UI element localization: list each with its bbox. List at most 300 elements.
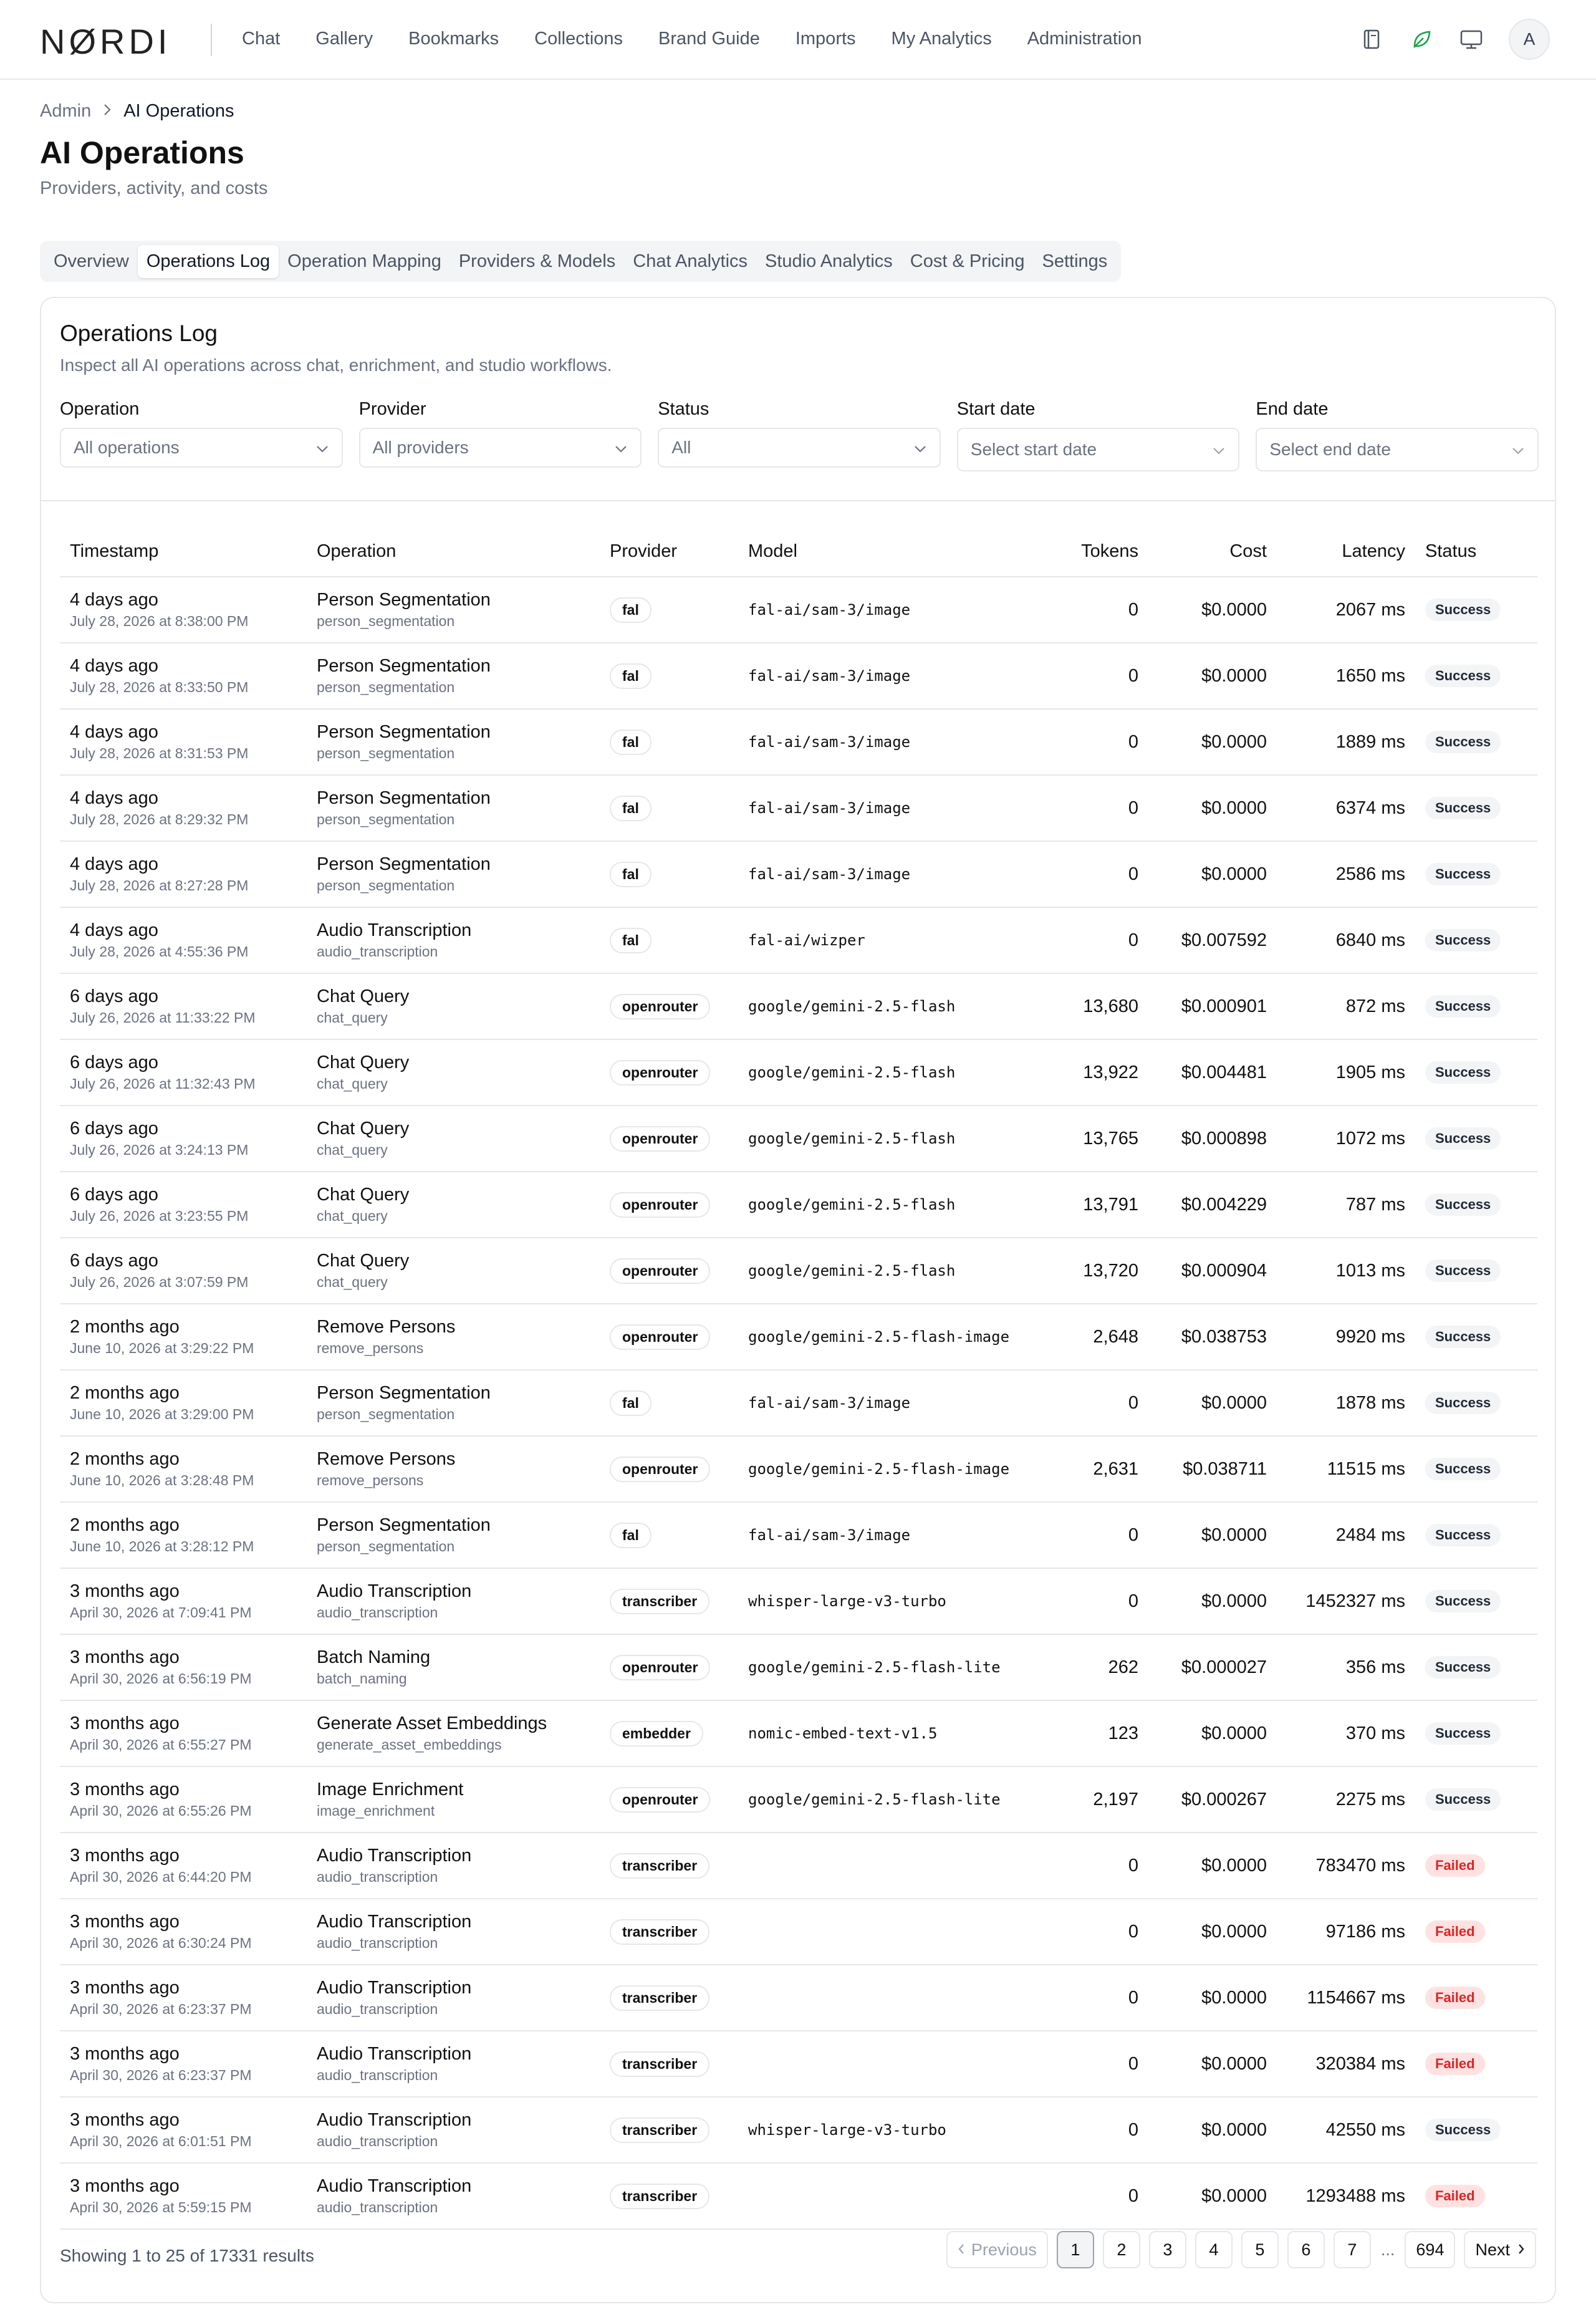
provider-cell <box>610 1258 748 1284</box>
model-name: google/gemini-2.5-flash <box>748 1196 956 1213</box>
divider <box>41 500 1555 501</box>
model-cell <box>748 799 1032 817</box>
provider-cell <box>610 1787 748 1813</box>
start-date-picker[interactable] <box>957 428 1240 471</box>
relative-time: 4 days ago <box>70 722 158 742</box>
model-name: fal-ai/sam-3/image <box>748 799 911 817</box>
provider-badge: openrouter <box>610 1126 710 1152</box>
provider-cell <box>610 1985 748 2011</box>
cost-cell: $0.000027 <box>1181 1657 1267 1677</box>
tab-overview[interactable]: Overview <box>54 251 129 271</box>
page-button-4[interactable]: 4 <box>1195 2231 1233 2268</box>
pagination-ellipsis: ... <box>1380 2240 1395 2259</box>
absolute-time: July 26, 2026 at 3:07:59 PM <box>70 1274 249 1290</box>
relative-time: 3 months ago <box>70 2176 180 2196</box>
filter-end-date <box>1256 399 1539 471</box>
filter-start-date <box>957 399 1240 471</box>
breadcrumb-admin[interactable]: Admin <box>40 101 92 121</box>
table-row[interactable] <box>60 1899 1537 1965</box>
column-header-model[interactable]: Model <box>748 541 797 561</box>
status-badge: Success <box>1425 1061 1501 1084</box>
tab-studio-analytics[interactable]: Studio Analytics <box>765 251 893 271</box>
model-cell <box>748 601 1032 619</box>
status-badge: Success <box>1425 1788 1501 1811</box>
model-name: google/gemini-2.5-flash <box>748 1130 956 1147</box>
nav-link-gallery[interactable]: Gallery <box>315 29 373 49</box>
operation-key: audio_transcription <box>317 1935 438 1951</box>
operation-cell <box>317 1185 610 1225</box>
operation-name: Audio Transcription <box>317 920 472 940</box>
table-row[interactable] <box>60 908 1537 974</box>
operation-key: chat_query <box>317 1208 388 1224</box>
relative-time: 3 months ago <box>70 1978 180 1998</box>
operation-cell <box>317 1912 610 1952</box>
timestamp-cell <box>60 1383 317 1423</box>
model-name: fal-ai/sam-3/image <box>748 601 911 619</box>
operation-name: Batch Naming <box>317 1647 431 1667</box>
operation-key: remove_persons <box>317 1340 424 1356</box>
status-badge: Success <box>1425 1260 1501 1282</box>
timestamp-cell <box>60 1317 317 1357</box>
status-badge: Success <box>1425 797 1501 819</box>
provider-badge: transcriber <box>610 2117 709 2143</box>
model-name: whisper-large-v3-turbo <box>748 1592 946 1610</box>
timestamp-cell <box>60 1449 317 1489</box>
latency-cell: 42550 ms <box>1325 2119 1405 2140</box>
timestamp-cell <box>60 1581 317 1621</box>
operation-name: Audio Transcription <box>317 2110 472 2130</box>
column-header-cost[interactable]: Cost <box>1229 541 1267 561</box>
tokens-cell: 13,791 <box>1083 1194 1138 1215</box>
absolute-time: April 30, 2026 at 6:23:37 PM <box>70 2067 252 2083</box>
previous-page-button[interactable] <box>946 2231 1048 2268</box>
operation-cell <box>317 788 610 828</box>
cost-cell: $0.000267 <box>1181 1789 1267 1809</box>
column-header-timestamp[interactable]: Timestamp <box>70 541 159 561</box>
relative-time: 6 days ago <box>70 986 158 1006</box>
status-badge: Success <box>1425 1722 1501 1745</box>
relative-time: 3 months ago <box>70 1647 180 1667</box>
latency-cell: 1452327 ms <box>1305 1591 1405 1611</box>
tab-providers-models[interactable]: Providers & Models <box>458 251 616 271</box>
card-title: Operations Log <box>60 320 218 346</box>
page-button-1[interactable]: 1 <box>1057 2231 1094 2268</box>
column-header-status[interactable]: Status <box>1425 541 1477 561</box>
latency-cell: 2586 ms <box>1335 864 1405 884</box>
operation-cell <box>317 656 610 696</box>
status-badge: Success <box>1425 599 1501 621</box>
provider-cell <box>610 1060 748 1086</box>
column-header-latency[interactable]: Latency <box>1342 541 1405 561</box>
tokens-cell: 0 <box>1128 1392 1138 1413</box>
leaf-icon[interactable] <box>1409 27 1434 52</box>
operation-key: person_segmentation <box>317 1406 455 1422</box>
page-button-6[interactable]: 6 <box>1287 2231 1325 2268</box>
status-cell <box>1405 863 1537 885</box>
table-row[interactable] <box>60 776 1537 842</box>
provider-cell <box>610 730 748 755</box>
tokens-cell: 13,765 <box>1083 1128 1138 1149</box>
user-avatar[interactable]: A <box>1509 19 1550 60</box>
operation-cell <box>317 1119 610 1159</box>
operation-key: chat_query <box>317 1274 388 1290</box>
status-badge: Success <box>1425 1326 1501 1348</box>
chevron-down-icon <box>614 438 628 458</box>
page-button-last[interactable]: 694 <box>1405 2231 1455 2268</box>
table-row[interactable] <box>60 2031 1537 2098</box>
cost-cell: $0.0000 <box>1201 599 1267 620</box>
status-badge: Failed <box>1425 1854 1485 1877</box>
relative-time: 6 days ago <box>70 1119 158 1139</box>
relative-time: 2 months ago <box>70 1383 180 1403</box>
status-badge: Success <box>1425 665 1501 687</box>
latency-cell: 6840 ms <box>1335 930 1405 950</box>
cost-cell: $0.0000 <box>1201 1591 1267 1611</box>
operation-name: Person Segmentation <box>317 722 491 742</box>
tab-bar <box>40 241 1121 282</box>
nav-link-administration[interactable]: Administration <box>1027 29 1142 49</box>
operation-name: Audio Transcription <box>317 1912 472 1932</box>
tokens-cell: 0 <box>1128 930 1138 950</box>
monitor-icon[interactable] <box>1459 27 1484 52</box>
model-cell <box>748 1262 1032 1279</box>
absolute-time: April 30, 2026 at 6:55:26 PM <box>70 1803 252 1819</box>
operation-cell <box>317 590 610 630</box>
end-date-picker[interactable] <box>1256 428 1539 471</box>
provider-badge: transcriber <box>610 1919 709 1945</box>
tokens-cell: 0 <box>1128 731 1138 752</box>
cost-cell: $0.004229 <box>1181 1194 1267 1215</box>
operation-key: person_segmentation <box>317 613 455 629</box>
operation-select[interactable] <box>60 428 343 468</box>
nav-link-chat[interactable]: Chat <box>242 29 281 49</box>
operation-key: person_segmentation <box>317 877 455 894</box>
status-cell <box>1405 1722 1537 1745</box>
absolute-time: July 28, 2026 at 8:27:28 PM <box>70 877 249 894</box>
operation-name: Audio Transcription <box>317 1978 472 1998</box>
status-cell <box>1405 1987 1537 2009</box>
operations-table <box>60 526 1537 2230</box>
absolute-time: April 30, 2026 at 6:56:19 PM <box>70 1670 252 1687</box>
tokens-cell: 0 <box>1128 2053 1138 2074</box>
timestamp-cell <box>60 2176 317 2216</box>
absolute-time: April 30, 2026 at 6:23:37 PM <box>70 2001 252 2017</box>
chevron-left-icon <box>958 2240 965 2260</box>
model-name: fal-ai/sam-3/image <box>748 1394 911 1412</box>
status-badge: Success <box>1425 863 1501 885</box>
provider-cell <box>610 1126 748 1152</box>
table-row[interactable] <box>60 1172 1537 1238</box>
timestamp-cell <box>60 1251 317 1291</box>
absolute-time: June 10, 2026 at 3:28:48 PM <box>70 1472 254 1488</box>
table-row[interactable] <box>60 1965 1537 2031</box>
cost-cell: $0.0000 <box>1201 2185 1267 2206</box>
operation-name: Generate Asset Embeddings <box>317 1713 547 1733</box>
page-title: AI Operations <box>40 135 244 170</box>
chevron-down-icon <box>1212 440 1226 460</box>
model-cell <box>748 1592 1032 1610</box>
timestamp-cell <box>60 1978 317 2018</box>
status-cell <box>1405 1127 1537 1150</box>
relative-time: 6 days ago <box>70 1053 158 1072</box>
relative-time: 3 months ago <box>70 1846 180 1866</box>
tokens-cell: 0 <box>1128 2119 1138 2140</box>
operation-key: chat_query <box>317 1009 388 1026</box>
tokens-cell: 0 <box>1128 665 1138 686</box>
tokens-cell: 0 <box>1128 1987 1138 2008</box>
provider-cell <box>610 1457 748 1482</box>
absolute-time: April 30, 2026 at 6:01:51 PM <box>70 2133 252 2149</box>
timestamp-cell <box>60 1185 317 1225</box>
provider-badge: fal <box>610 597 651 623</box>
relative-time: 4 days ago <box>70 920 158 940</box>
top-nav <box>0 0 1596 80</box>
operation-cell <box>317 722 610 762</box>
filter-bar <box>60 399 1539 471</box>
column-header-tokens[interactable]: Tokens <box>1081 541 1138 561</box>
operation-name: Person Segmentation <box>317 656 491 676</box>
table-row[interactable] <box>60 710 1537 776</box>
status-cell <box>1405 2185 1537 2207</box>
provider-cell <box>610 928 748 953</box>
next-label: Next <box>1475 2240 1510 2259</box>
table-row[interactable] <box>60 1238 1537 1304</box>
provider-select[interactable] <box>359 428 642 468</box>
cost-cell: $0.004481 <box>1181 1062 1267 1082</box>
timestamp-cell <box>60 590 317 630</box>
cost-cell: $0.000898 <box>1181 1128 1267 1149</box>
filter-operation <box>60 399 343 471</box>
status-badge: Success <box>1425 1590 1501 1612</box>
operation-cell <box>317 1713 610 1753</box>
cost-cell: $0.0000 <box>1201 864 1267 884</box>
operation-key: audio_transcription <box>317 2199 438 2215</box>
absolute-time: July 28, 2026 at 8:38:00 PM <box>70 613 249 629</box>
operation-name: Remove Persons <box>317 1317 456 1337</box>
operation-name: Person Segmentation <box>317 1515 491 1535</box>
operation-key: audio_transcription <box>317 1869 438 1885</box>
table-header <box>60 526 1537 577</box>
table-row[interactable] <box>60 2164 1537 2230</box>
table-row[interactable] <box>60 2098 1537 2164</box>
latency-cell: 1013 ms <box>1335 1260 1405 1281</box>
filter-label: Operation <box>60 399 140 419</box>
provider-badge: transcriber <box>610 2184 709 2209</box>
table-row[interactable] <box>60 974 1537 1040</box>
provider-badge: openrouter <box>610 1655 710 1680</box>
operation-name: Remove Persons <box>317 1449 456 1469</box>
operation-cell <box>317 986 610 1026</box>
model-cell <box>748 667 1032 685</box>
nav-links <box>242 29 1177 49</box>
operation-cell <box>317 1383 610 1423</box>
results-summary: Showing 1 to 25 of 17331 results <box>60 2246 314 2265</box>
table-row[interactable] <box>60 643 1537 710</box>
table-row[interactable] <box>60 1503 1537 1569</box>
operation-key: person_segmentation <box>317 811 455 827</box>
status-badge: Success <box>1425 1458 1501 1480</box>
chevron-down-icon <box>913 438 927 458</box>
table-row[interactable] <box>60 577 1537 643</box>
cost-cell: $0.0000 <box>1201 1392 1267 1413</box>
model-cell <box>748 932 1032 949</box>
tab-settings[interactable]: Settings <box>1042 251 1108 271</box>
column-header-provider[interactable]: Provider <box>610 541 677 561</box>
model-name: nomic-embed-text-v1.5 <box>748 1725 938 1742</box>
status-cell <box>1405 1524 1537 1546</box>
timestamp-cell <box>60 1119 317 1159</box>
status-cell <box>1405 2119 1537 2141</box>
operation-cell <box>317 1317 610 1357</box>
latency-cell: 1878 ms <box>1335 1392 1405 1413</box>
status-cell <box>1405 1061 1537 1084</box>
filter-label: Provider <box>358 399 426 419</box>
timestamp-cell <box>60 986 317 1026</box>
page-button-5[interactable]: 5 <box>1241 2231 1279 2268</box>
operations-log-card <box>40 297 1556 2303</box>
model-cell <box>748 1526 1032 1544</box>
tokens-cell: 0 <box>1128 1591 1138 1611</box>
latency-cell: 787 ms <box>1345 1194 1405 1215</box>
latency-cell: 320384 ms <box>1315 2053 1405 2074</box>
absolute-time: April 30, 2026 at 5:59:15 PM <box>70 2199 252 2215</box>
page-button-2[interactable]: 2 <box>1103 2231 1140 2268</box>
status-cell <box>1405 1326 1537 1348</box>
provider-cell <box>610 1523 748 1548</box>
tokens-cell: 0 <box>1128 1921 1138 1942</box>
table-row[interactable] <box>60 1635 1537 1701</box>
provider-cell <box>610 1589 748 1614</box>
status-badge: Success <box>1425 2119 1501 2141</box>
next-page-button[interactable] <box>1464 2231 1536 2268</box>
chevron-right-icon <box>1517 2240 1525 2260</box>
operation-cell <box>317 1053 610 1092</box>
operation-key: audio_transcription <box>317 1604 438 1621</box>
provider-cell <box>610 2051 748 2077</box>
filter-label: End date <box>1256 399 1329 419</box>
operation-key: audio_transcription <box>317 943 438 960</box>
model-name: fal-ai/sam-3/image <box>748 865 911 883</box>
table-row[interactable] <box>60 1040 1537 1106</box>
timestamp-cell <box>60 2110 317 2150</box>
page-button-3[interactable]: 3 <box>1149 2231 1186 2268</box>
table-row[interactable] <box>60 1106 1537 1172</box>
status-cell <box>1405 1458 1537 1480</box>
table-row[interactable] <box>60 1569 1537 1635</box>
cost-cell: $0.0000 <box>1201 2053 1267 2074</box>
latency-cell: 356 ms <box>1345 1657 1405 1677</box>
provider-cell <box>610 1192 748 1218</box>
relative-time: 2 months ago <box>70 1449 180 1469</box>
tab-operation-mapping[interactable]: Operation Mapping <box>287 251 441 271</box>
provider-cell <box>610 862 748 887</box>
table-row[interactable] <box>60 1767 1537 1833</box>
latency-cell: 1293488 ms <box>1305 2185 1405 2206</box>
absolute-time: July 28, 2026 at 4:55:36 PM <box>70 943 249 960</box>
nav-link-bookmarks[interactable]: Bookmarks <box>408 29 499 49</box>
operation-key: audio_transcription <box>317 2067 438 2083</box>
status-badge: Failed <box>1425 2053 1485 2075</box>
card-subtitle: Inspect all AI operations across chat, enrichment, and studio workflows. <box>60 355 612 375</box>
model-cell <box>748 1725 1032 1742</box>
cost-cell: $0.038753 <box>1181 1326 1267 1347</box>
page-numbers <box>1057 2231 1456 2268</box>
timestamp-cell <box>60 1053 317 1092</box>
operation-name: Chat Query <box>317 986 410 1006</box>
cost-cell: $0.007592 <box>1181 930 1267 950</box>
absolute-time: July 26, 2026 at 11:32:43 PM <box>70 1076 256 1092</box>
absolute-time: July 28, 2026 at 8:33:50 PM <box>70 679 249 695</box>
page-button-7[interactable]: 7 <box>1334 2231 1371 2268</box>
status-select[interactable] <box>658 428 941 468</box>
nav-link-my-analytics[interactable]: My Analytics <box>891 29 992 49</box>
column-header-operation[interactable]: Operation <box>317 541 397 561</box>
operation-cell <box>317 2176 610 2216</box>
latency-cell: 1889 ms <box>1335 731 1405 752</box>
latency-cell: 872 ms <box>1345 996 1405 1016</box>
tab-cost-pricing[interactable]: Cost & Pricing <box>910 251 1025 271</box>
provider-badge: openrouter <box>610 1457 710 1482</box>
status-badge: Success <box>1425 731 1501 753</box>
table-row[interactable] <box>60 1833 1537 1899</box>
nav-link-brand-guide[interactable]: Brand Guide <box>658 29 760 49</box>
relative-time: 4 days ago <box>70 590 158 610</box>
operation-name: Image Enrichment <box>317 1780 464 1799</box>
relative-time: 3 months ago <box>70 1912 180 1932</box>
status-badge: Failed <box>1425 1987 1485 2009</box>
book-icon[interactable] <box>1359 27 1384 52</box>
breadcrumb-current: AI Operations <box>123 101 234 121</box>
timestamp-cell <box>60 722 317 762</box>
tab-chat-analytics[interactable]: Chat Analytics <box>633 251 748 271</box>
nav-link-imports[interactable]: Imports <box>795 29 856 49</box>
model-cell <box>748 1460 1032 1478</box>
tokens-cell: 123 <box>1108 1723 1138 1743</box>
provider-cell <box>610 597 748 623</box>
select-value: All operations <box>74 438 180 457</box>
table-row[interactable] <box>60 1371 1537 1437</box>
nav-link-collections[interactable]: Collections <box>534 29 623 49</box>
table-row[interactable] <box>60 1437 1537 1503</box>
model-name: google/gemini-2.5-flash-image <box>748 1328 1010 1346</box>
provider-badge: fal <box>610 862 651 887</box>
absolute-time: June 10, 2026 at 3:28:12 PM <box>70 1538 254 1554</box>
operation-name: Audio Transcription <box>317 2176 472 2196</box>
tokens-cell: 0 <box>1128 2185 1138 2206</box>
tab-operations-log[interactable]: Operations Log <box>138 245 279 278</box>
status-cell <box>1405 995 1537 1018</box>
table-row[interactable] <box>60 1701 1537 1767</box>
filter-status <box>658 399 941 471</box>
table-row[interactable] <box>60 842 1537 908</box>
timestamp-cell <box>60 1912 317 1952</box>
absolute-time: July 26, 2026 at 11:33:22 PM <box>70 1009 256 1026</box>
logo[interactable]: NØRDI <box>40 22 171 61</box>
cost-cell: $0.0000 <box>1201 797 1267 818</box>
relative-time: 6 days ago <box>70 1185 158 1205</box>
status-cell <box>1405 797 1537 819</box>
latency-cell: 2067 ms <box>1335 599 1405 620</box>
provider-badge: openrouter <box>610 1324 710 1350</box>
absolute-time: June 10, 2026 at 3:29:00 PM <box>70 1406 254 1422</box>
operation-cell <box>317 920 610 960</box>
cost-cell: $0.0000 <box>1201 1987 1267 2008</box>
relative-time: 3 months ago <box>70 2110 180 2130</box>
absolute-time: April 30, 2026 at 7:09:41 PM <box>70 1604 252 1621</box>
status-badge: Success <box>1425 1656 1501 1679</box>
table-row[interactable] <box>60 1304 1537 1371</box>
operation-name: Chat Query <box>317 1053 410 1072</box>
